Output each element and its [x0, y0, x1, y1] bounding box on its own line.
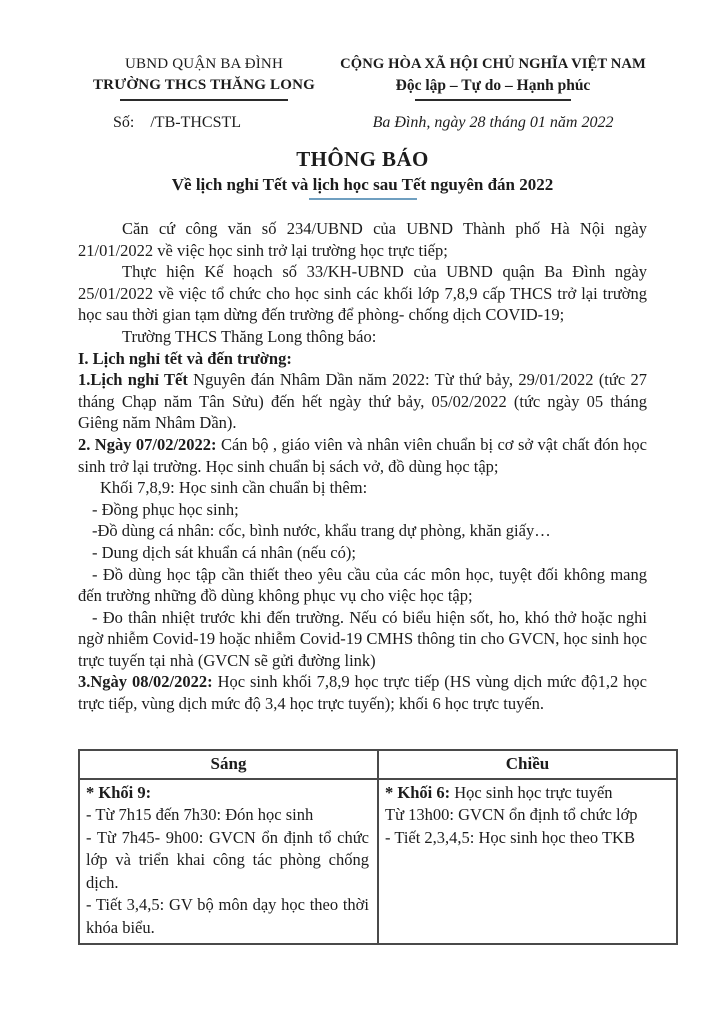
column-header-morning: Sáng	[79, 750, 378, 779]
morning-row-gvcn: - Từ 7h45- 9h00: GVCN ổn định tổ chức lớp và triển khai công tác phòng chống dịch.	[86, 827, 369, 892]
bullet-temperature: - Đo thân nhiệt trước khi đến trường. Nếu có biểu hiện sốt, ho, khó thở hoặc nghi ngờ nhiễm Covid-19 hoặc nhiễm Covid-19 CMHS thông tin cho GVCN, học sinh học trực tuyến tại nhà (GVCN sẽ gửi đường link)	[78, 607, 647, 670]
section1-heading: I. Lịch nghỉ tết và đến trường:	[78, 348, 292, 368]
morning-group-title: * Khối 9:	[86, 782, 152, 802]
item1-lead: 1.Lịch nghỉ Tết	[78, 370, 188, 390]
item1-text: Nguyên đán Nhâm Dần năm 2022: Từ thứ bảy, 29/01/2022 (tức 27 tháng Chạp năm Tân Sửu) đến hết ngày thứ bảy, 05/02/2022 (tức ngày 05 tháng Giêng năm Nhâm Dần).	[78, 370, 647, 433]
morning-cell	[79, 779, 378, 945]
afternoon-group-title: * Khối 6:	[385, 782, 451, 802]
doc-body	[78, 218, 647, 715]
doc-number-label: Số:	[113, 114, 135, 131]
morning-row-lessons: - Tiết 3,4,5: GV bộ môn dạy học theo thời khóa biểu.	[86, 895, 369, 937]
khoi789-intro: Khối 7,8,9: Học sinh cần chuẩn bị thêm:	[100, 478, 368, 498]
doc-title: THÔNG BÁO	[296, 147, 429, 171]
motto-underline	[415, 99, 571, 101]
afternoon-row-gvcn: Từ 13h00: GVCN ổn định tổ chức lớp	[385, 805, 638, 825]
doc-number-block	[78, 114, 330, 132]
column-header-afternoon: Chiều	[378, 750, 677, 779]
issuing-org-block	[78, 54, 330, 101]
item2-text: Cán bộ , giáo viên và nhân viên chuẩn bị cơ sở vật chất đón học sinh trở lại trường. Học sinh chuẩn bị sách vở, đồ dùng học tập;	[78, 434, 647, 476]
item1	[78, 369, 647, 434]
bullet-uniform: - Đồng phục học sinh;	[92, 499, 239, 519]
org-parent-name: UBND QUẬN BA ĐÌNH	[125, 56, 283, 72]
bullet-school-supplies: - Đồ dùng học tập cần thiết theo yêu cầu của các môn học, tuyệt đối không mang đến trường những đồ dùng không phục vụ cho việc học tập;	[78, 564, 647, 606]
paragraph-can-cu: Căn cứ công văn số 234/UBND của UBND Thành phố Hà Nội ngày 21/01/2022 về việc học sinh trở lại trường học trực tiếp;	[78, 219, 647, 260]
bullet-personal-items: -Đồ dùng cá nhân: cốc, bình nước, khẩu trang dự phòng, khăn giấy…	[92, 521, 551, 541]
doc-meta-row	[78, 114, 647, 132]
item3	[78, 671, 647, 714]
national-motto-block	[339, 54, 647, 101]
schedule-body-row	[79, 779, 677, 945]
paragraph-thuc-hien: Thực hiện Kế hoạch số 33/KH-UBND của UBND quận Ba Đình ngày 25/01/2022 về việc tổ chức cho học sinh các khối lớp 7,8,9 cấp THCS trở lại trường học sau thời gian tạm dừng đến trường để phòng- chống dịch COVID-19;	[78, 262, 647, 325]
afternoon-group-title-line	[385, 782, 668, 805]
afternoon-group-title-text: Học sinh học trực tuyến	[450, 782, 613, 802]
item2-lead: 2. Ngày 07/02/2022:	[78, 434, 217, 454]
doc-number: /TB-THCSTL	[150, 114, 242, 131]
schedule-table	[78, 749, 678, 946]
doc-subtitle: Về lịch nghỉ Tết và lịch học sau Tết nguyên đán 2022	[171, 175, 554, 194]
item3-lead: 3.Ngày 08/02/2022:	[78, 672, 213, 692]
national-motto: Độc lập – Tự do – Hạnh phúc	[395, 77, 591, 94]
item3-text: Học sinh khối 7,8,9 học trực tiếp (HS vùng dịch mức độ1,2 học trực tiếp, vùng dịch mức độ 3,4 học trực tuyến); khối 6 học trực tuyến.	[78, 672, 647, 714]
afternoon-row-lessons: - Tiết 2,3,4,5: Học sinh học theo TKB	[385, 827, 635, 847]
paragraph-announce: Trường THCS Thăng Long thông báo:	[122, 326, 377, 346]
morning-row-welcome: - Từ 7h15 đến 7h30: Đón học sinh	[86, 805, 314, 825]
place-date: Ba Đình, ngày 28 tháng 01 năm 2022	[372, 114, 614, 131]
subtitle-underline	[309, 198, 417, 200]
letterhead	[78, 54, 647, 101]
schedule-header-row	[79, 750, 677, 779]
afternoon-cell	[378, 779, 677, 945]
bullet-sanitizer: - Dung dịch sát khuẩn cá nhân (nếu có);	[92, 542, 356, 562]
org-underline	[120, 99, 288, 101]
item2	[78, 434, 647, 477]
national-title: CỘNG HÒA XÃ HỘI CHỦ NGHĨA VIỆT NAM	[340, 56, 646, 72]
school-name: TRƯỜNG THCS THĂNG LONG	[92, 77, 316, 93]
